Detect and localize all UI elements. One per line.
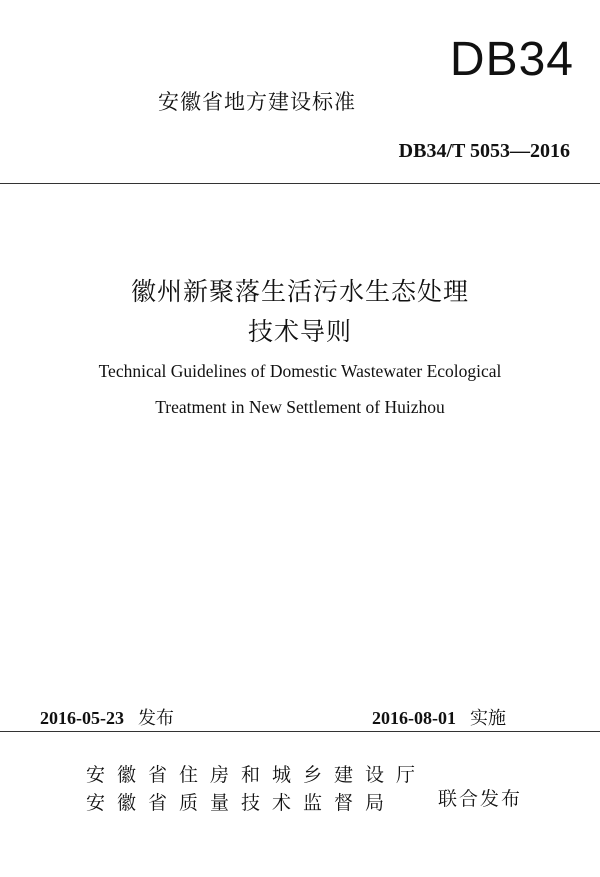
issue-date: 2016-05-23 (40, 708, 124, 728)
title-cn-line-2: 技术导则 (247, 317, 352, 346)
issuer-list (86, 761, 427, 817)
effective-label: 实施 (470, 708, 506, 729)
title-cn-line-1: 徽州新聚落生活污水生态处理 (130, 277, 469, 306)
title-en-line-2: Treatment in New Settlement of Huizhou (155, 397, 445, 417)
standard-type: 安徽省地方建设标准 (158, 90, 356, 114)
effective-date: 2016-08-01 (372, 708, 456, 728)
effective-date-row (372, 704, 506, 730)
standard-number: DB34/T 5053—2016 (398, 140, 570, 162)
issue-date-row (40, 704, 174, 730)
standard-code-mark: DB34 (449, 33, 574, 86)
title-en-line-1: Technical Guidelines of Domestic Wastewater Ecological (98, 361, 502, 381)
issuer-quality-bureau: 安徽省质量技术监督局 (86, 792, 397, 814)
issuer-housing-department: 安徽省住房和城乡建设厅 (86, 764, 428, 786)
issue-label: 发布 (138, 708, 174, 729)
top-divider (0, 183, 600, 184)
title-block (0, 272, 600, 424)
joint-issue-label: 联合发布 (438, 788, 523, 810)
bottom-divider (0, 731, 600, 732)
